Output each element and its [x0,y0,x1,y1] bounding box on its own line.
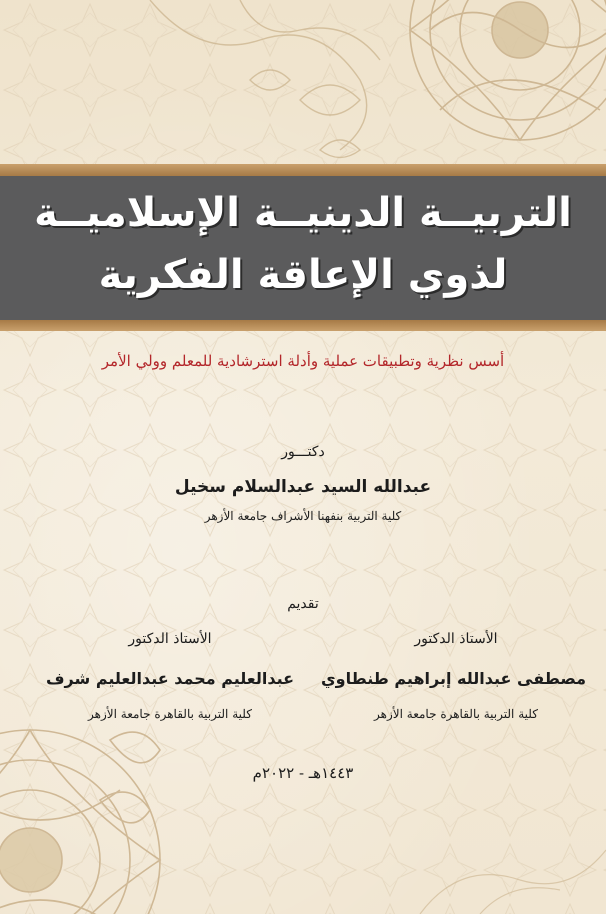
publication-year: ١٤٤٣هـ - ٢٠٢٢م [252,764,354,782]
author-degree: دكتـــور [281,444,325,460]
presenter-2-name: عبدالعليم محمد عبدالعليم شرف [45,669,295,688]
presenter-2-title: الأستاذ الدكتور [128,631,212,647]
book-title-line-1: التربيــة الدينيــة الإسلاميــة [34,190,572,236]
book-subtitle: أسس نظرية وتطبيقات عملية وأدلة استرشادية للمعلم وولي الأمر [101,352,505,370]
author-name: عبدالله السيد عبدالسلام سخيل [174,477,432,497]
presentation-label: تقديم [287,596,319,612]
presenter-2-affiliation: كلية التربية بالقاهرة جامعة الأزهر [88,707,252,721]
gold-border-top [0,164,606,176]
gold-border-bottom [0,320,606,331]
presenter-1-name: مصطفى عبدالله إبراهيم طنطاوي [320,669,586,688]
book-title-line-2: لذوي الإعاقة الفكرية [98,252,508,298]
presenter-1-affiliation: كلية التربية بالقاهرة جامعة الأزهر [374,707,538,721]
author-affiliation: كلية التربية بنفهنا الأشراف جامعة الأزهر [204,509,402,523]
presenter-1-title: الأستاذ الدكتور [414,631,498,647]
